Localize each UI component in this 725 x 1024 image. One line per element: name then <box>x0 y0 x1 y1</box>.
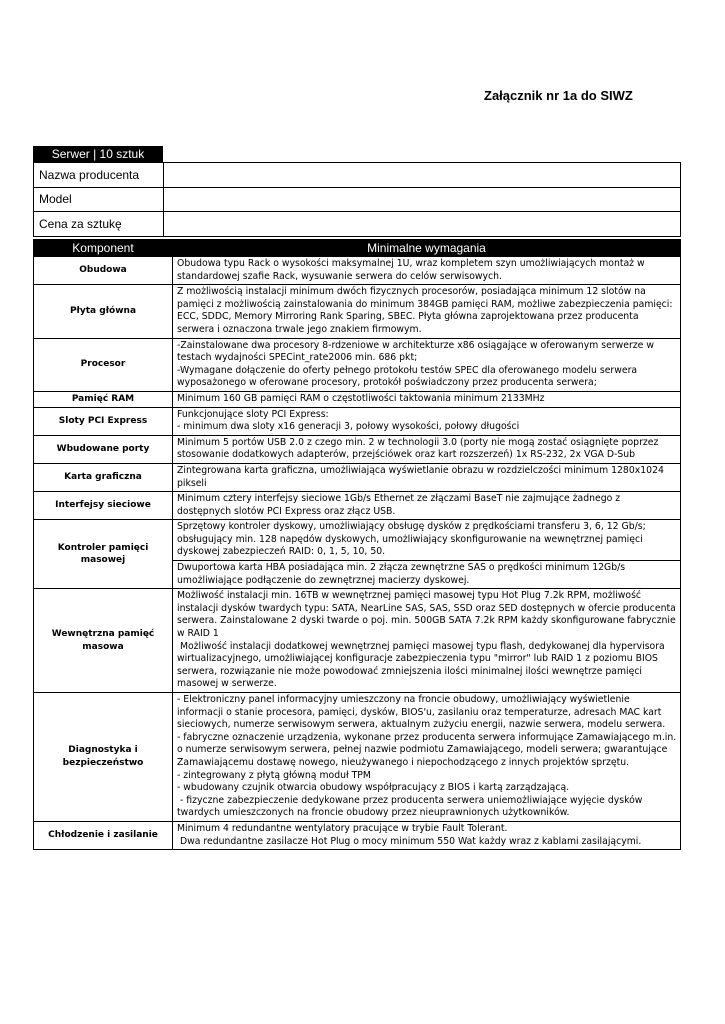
component-name: Płyta główna <box>34 285 173 338</box>
requirement-cell <box>173 338 681 391</box>
header-requirements: Minimalne wymagania <box>173 240 681 257</box>
requirement-cell <box>173 561 681 589</box>
info-table <box>33 162 681 237</box>
requirement-text: Dwa redundantne zasilacze Hot Plug o mocy minimum 550 Wat każdy wraz z kablami zasilającymi. <box>177 835 642 847</box>
requirement-cell <box>173 821 681 849</box>
spec-row <box>34 407 681 435</box>
component-name: Karta graficzna <box>34 463 173 491</box>
component-name: Sloty PCI Express <box>34 407 173 435</box>
component-name: Diagnostyka i bezpieczeństwo <box>34 693 173 822</box>
component-name: Pamięć RAM <box>34 391 173 407</box>
requirement-text: Minimum cztery interfejsy sieciowe 1Gb/s Ethernet ze złączami BaseT nie zajmujące żadnego z dostępnych slotów PCI Express oraz złącz USB. <box>177 493 624 517</box>
component-name: Procesor <box>34 338 173 391</box>
requirement-text: Dwuportowa karta HBA posiadająca min. 2 złącza zewnętrzne SAS o prędkości minimum 12Gb/s umożliwiające podłączenie do zewnętrznej macierzy dyskowej. <box>177 562 629 586</box>
info-value <box>164 163 681 188</box>
requirement-text: - zintegrowany z płytą główną moduł TPM <box>177 769 371 781</box>
requirement-text: Sprzętowy kontroler dyskowy, umożliwiający obsługę dysków z prędkościami transferu 3, 6, 12 Gb/s; obsługujący min. 128 napędów dyskowych, umożliwiający skonfigurowanie na wewnętrznej pamięci dyskowej zabezpieczeń RAID: 0, 1, 5, 10, 50. <box>177 521 649 558</box>
spec-row <box>34 492 681 520</box>
info-value <box>164 187 681 212</box>
component-name: Obudowa <box>34 257 173 285</box>
requirement-text: Obudowa typu Rack o wysokości maksymalnej 1U, wraz kompletem szyn umożliwiających montaż w standardowej szafie Rack, wysuwanie serwera do celów serwisowych. <box>177 258 648 282</box>
spec-header-row <box>34 240 681 257</box>
info-value <box>164 212 681 237</box>
requirement-text: Możliwość instalacji dodatkowej wewnętrznej pamięci masowej typu flash, dedykowanej dla hypervisora wirtualizacyjnego, umożliwiającej konfiguracje zabezpieczenia typu "mirror" lub RAID 1 z poziomu BIOS serwera, rozwiązanie nie może powodować zmniejszenia ilości minimalnej ilości wewnętrze pamięci masowej w serwerze. <box>177 640 668 690</box>
requirement-cell <box>173 285 681 338</box>
requirement-text: - Elektroniczny panel informacyjny umieszczony na froncie obudowy, umożliwiający wyświetlenie informacji o stanie procesora, pamięci, dysków, BIOS'u, zasilaniu oraz temperaturze, adresach MAC kart sieciowych, numerze serwisowym serwera, aktualnym zużyciu energii, nazwie serwera, modelu serwera. <box>177 694 666 731</box>
requirement-text: - fizyczne zabezpieczenie dedykowane przez producenta serwera uniemożliwiające wyjęcie dysków twardych umieszczonych na froncie obudowy przez nieuprawnionych użytkowników. <box>177 794 646 819</box>
component-name: Kontroler pamięci masowej <box>34 520 173 589</box>
requirement-cell <box>173 407 681 435</box>
requirement-text: Minimum 160 GB pamięci RAM o częstotliwości taktowania minimum 2133MHz <box>177 392 545 404</box>
info-row <box>34 163 681 188</box>
spec-row <box>34 693 681 822</box>
requirement-cell <box>173 492 681 520</box>
spec-table <box>33 239 681 850</box>
requirement-text: Minimum 5 portów USB 2.0 z czego min. 2 w technologii 3.0 (porty nie mogą zostać osiągnięte poprzez stosowanie dodatkowych adapterów, przejściówek oraz kart rozszerzeń) 1x RS-232, 2x VGA D-Sub <box>177 436 662 461</box>
info-label: Nazwa producenta <box>34 163 164 188</box>
requirement-text: - fabryczne oznaczenie urządzenia, wykonane przez producenta serwera informujące Zamawiającego m.in. o numerze serwisowym serwera, pełnej nazwie podmiotu Zamawiającego, modeli serwera; gwarantujące Zamawiającemu dostawę nowego, nieużywanego i niepochodzącego z innych projektów sprzętu. <box>177 731 680 768</box>
info-label: Cena za sztukę <box>34 212 164 237</box>
component-name: Interfejsy sieciowe <box>34 492 173 520</box>
requirement-cell <box>173 435 681 463</box>
requirement-text: -Wymagane dołączenie do oferty pełnego protokołu testów SPEC dla oferowanego modelu serwera wyposażonego w oferowane procesory, protokół poświadczony przez producenta serwera; <box>177 364 641 389</box>
requirement-cell <box>173 520 681 561</box>
component-name: Wewnętrzna pamięć masowa <box>34 589 173 693</box>
server-tab: Serwer | 10 sztuk <box>33 146 163 162</box>
spec-row <box>34 435 681 463</box>
component-name: Wbudowane porty <box>34 435 173 463</box>
spec-row <box>34 520 681 561</box>
page-title: Załącznik nr 1a do SIWZ <box>484 88 633 103</box>
requirement-text: -Zainstalowane dwa procesory 8-rdzeniowe w architekturze x86 osiągające w oferowanym serwerze w testach wydajności SPECint_rate2006 min. 686 pkt; <box>177 339 657 364</box>
spec-row <box>34 391 681 407</box>
requirement-text: Funkcjonujące sloty PCI Express: <box>177 408 329 420</box>
requirement-text: Możliwość instalacji min. 16TB w wewnętrznej pamięci masowej typu Hot Plug 7.2k RPM, możliwość instalacji dysków twardych typu: SATA, NearLine SAS, SAS, SSD oraz SED dostępnych w ofercie producenta serwera. Zainstalowane 2 dyski twarde o poj. min. 500GB SATA 7.2k RPM każdy skonfigurowane fabrycznie w RAID 1 <box>177 590 679 640</box>
requirement-cell <box>173 589 681 693</box>
requirement-text: Z możliwością instalacji minimum dwóch fizycznych procesorów, posiadająca minimum 12 slotów na pamięci z możliwością zainstalowania do minimum 384GB pamięci RAM, możliwe zabezpieczenia pamięci: ECC, SDDC, Memory Mirroring Rank Sparing, SBEC. Płyta główna zaprojektowana przez producenta serwera i oznaczona trwale jego znakiem firmowym. <box>177 286 676 335</box>
spec-row <box>34 257 681 285</box>
requirement-cell <box>173 391 681 407</box>
requirement-text: Minimum 4 redundantne wentylatory pracujące w trybie Fault Tolerant. <box>177 822 508 834</box>
header-component: Komponent <box>34 240 173 257</box>
info-label: Model <box>34 187 164 212</box>
spec-row <box>34 821 681 849</box>
spec-row <box>34 463 681 491</box>
component-name: Chłodzenie i zasilanie <box>34 821 173 849</box>
requirement-text: Zintegrowana karta graficzna, umożliwiająca wyświetlanie obrazu w rozdzielczości minimum 1280x1024 pikseli <box>177 464 667 489</box>
info-row <box>34 212 681 237</box>
spec-row <box>34 285 681 338</box>
requirement-text: - minimum dwa sloty x16 generacji 3, połowy wysokości, połowy długości <box>177 421 520 433</box>
info-row <box>34 187 681 212</box>
spec-row <box>34 338 681 391</box>
requirement-cell <box>173 257 681 285</box>
requirement-cell <box>173 693 681 822</box>
requirement-text: - wbudowany czujnik otwarcia obudowy współpracujący z BIOS i kartą zarządzającą. <box>177 782 570 794</box>
requirement-cell <box>173 463 681 491</box>
spec-row <box>34 589 681 693</box>
